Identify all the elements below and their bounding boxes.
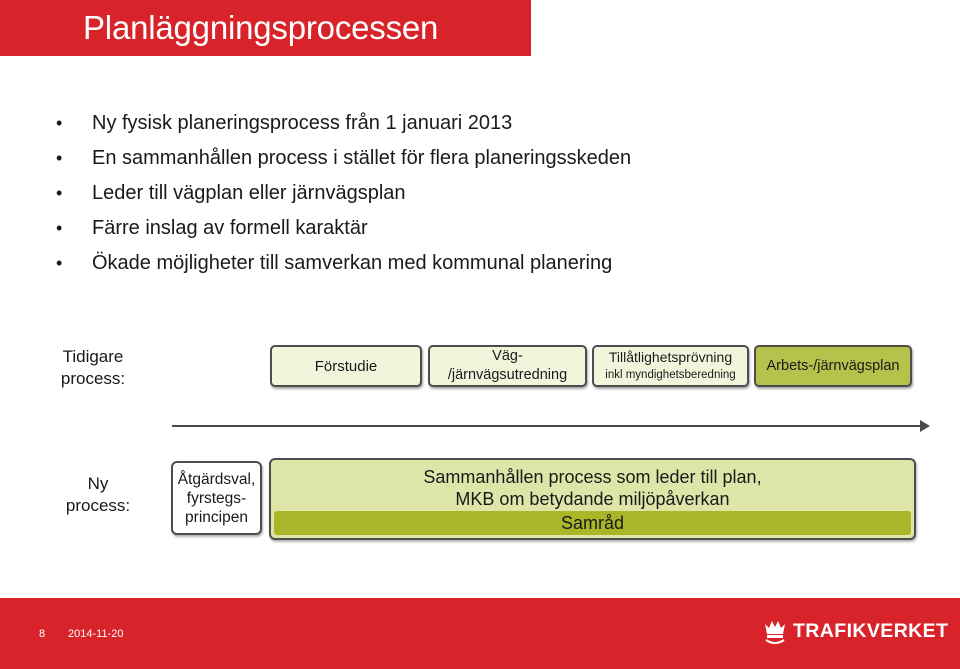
- bullet-dot-icon: •: [56, 218, 63, 238]
- step-label-line2: /järnvägsutredning: [447, 367, 568, 383]
- page-number: 8: [39, 628, 46, 640]
- main-process-line2: MKB om betydande miljöpåverkan: [455, 489, 730, 509]
- bullet-list: [56, 110, 631, 285]
- new-process-label-line2: process:: [65, 496, 131, 515]
- step-label-line1: Åtgärdsval,: [177, 470, 256, 488]
- logo-text: TRAFIKVERKET: [793, 619, 949, 642]
- trafikverket-logo: [762, 616, 948, 646]
- bullet-text: Leder till vägplan eller järnvägsplan: [92, 182, 406, 204]
- bullet-text: Ny fysisk planeringsprocess från 1 januari 2013: [92, 112, 513, 134]
- bullet-dot-icon: •: [56, 113, 63, 133]
- bullet-text: Färre inslag av formell karaktär: [92, 217, 368, 239]
- main-process-line1: Sammanhållen process som leder till plan,: [423, 467, 762, 487]
- slide-title: Planläggningsprocessen: [83, 9, 439, 46]
- bullet-item: [56, 110, 631, 145]
- bullet-dot-icon: •: [56, 148, 63, 168]
- step-sammanhallen-process: [269, 458, 916, 540]
- samrad-bar: Samråd: [274, 511, 911, 535]
- main-process-text: [271, 466, 914, 510]
- slide-date: 2014-11-20: [68, 628, 124, 640]
- step-utredning: [428, 345, 587, 387]
- bullet-dot-icon: •: [56, 183, 63, 203]
- step-tillatlighetsprovning: [592, 345, 749, 387]
- timeline-arrow-line: [172, 425, 924, 427]
- step-label-line1: Väg-: [492, 348, 523, 364]
- old-process-label-line1: Tidigare: [62, 347, 124, 366]
- step-label-line2: inkl myndighetsberedning: [605, 369, 736, 381]
- step-label-line2: fyrstegs-: [186, 489, 247, 507]
- crown-emblem-icon: [762, 616, 788, 646]
- old-process-label-line2: process:: [60, 369, 126, 388]
- bullet-text: Ökade möjligheter till samverkan med kommunal planering: [92, 252, 613, 274]
- step-arbetsplan: [754, 345, 912, 387]
- title-bar: [0, 0, 531, 56]
- step-forstudie: [270, 345, 422, 387]
- arrow-right-icon: [920, 420, 930, 432]
- bullet-text: En sammanhållen process i stället för flera planeringsskeden: [92, 147, 632, 169]
- new-process-label-line1: Ny: [87, 474, 109, 493]
- new-process-label: [58, 473, 138, 517]
- bullet-item: [56, 215, 631, 250]
- step-label-line3: principen: [185, 508, 248, 526]
- bullet-item: [56, 145, 631, 180]
- step-label: Arbets-/järnvägsplan: [766, 358, 900, 374]
- bullet-item: [56, 250, 631, 285]
- bullet-item: [56, 180, 631, 215]
- footer: [0, 598, 960, 669]
- old-process-label: [58, 346, 128, 390]
- bullet-dot-icon: •: [56, 253, 63, 273]
- step-label: Förstudie: [314, 357, 378, 375]
- step-atgardsval: [171, 461, 262, 535]
- step-label-line1: Tillåtlighetsprövning: [608, 349, 733, 365]
